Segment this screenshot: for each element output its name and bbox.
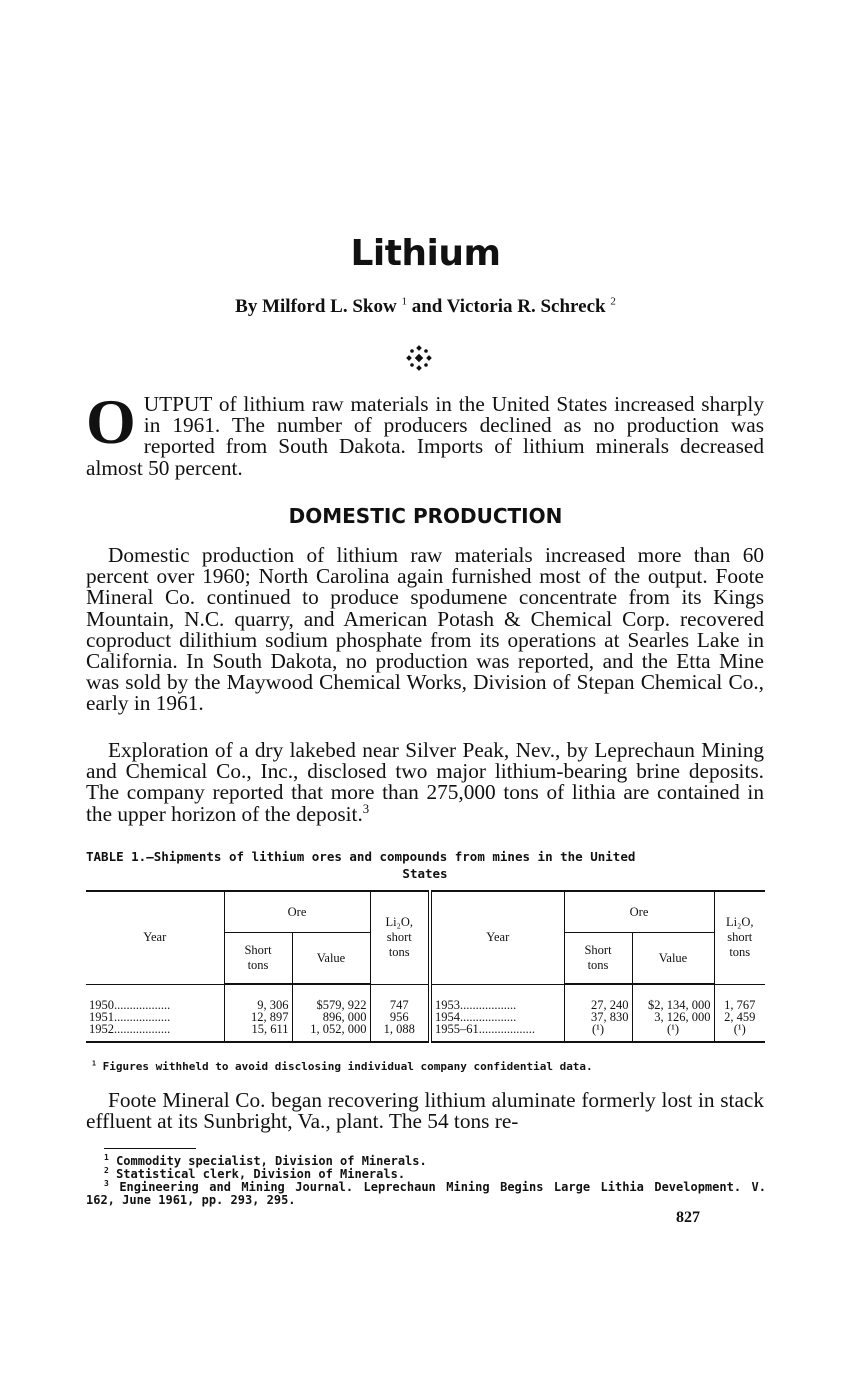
dot-leader: .................. [114,1022,171,1036]
byline-footnote-mark-2: 2 [610,295,616,308]
dot-leader: .................. [460,998,517,1012]
header-year-right: Year [430,891,564,984]
header-short-tons-left-line-1: Short [244,943,272,957]
table-caption [86,848,764,882]
spacer-cell [430,985,564,1000]
header-li2o-right-line-2: short [727,930,753,945]
page-footnotes [86,1155,766,1207]
year-label: 1952 [89,1022,114,1036]
header-li2o-left [370,891,430,984]
footnote-mark: 3 [104,1179,109,1188]
dot-leader: .................. [478,1022,535,1036]
year-cell [430,1023,564,1042]
value-cell: 3, 126, 000 [632,1011,714,1023]
paragraph-exploration [86,740,764,825]
short-tons-cell: (¹) [564,1023,632,1042]
byline-author-2: and Victoria R. Schreck [411,296,606,317]
li2o-cell: 2, 459 [714,1011,765,1023]
li2o-cell: 1, 088 [370,1023,430,1042]
header-li2o-right-line-1: Li₂O, [725,915,754,930]
lead-paragraph [86,386,764,480]
li2o-cell: 1, 767 [714,999,765,1011]
spacer-cell [292,985,370,1000]
short-tons-cell: 27, 240 [564,999,632,1011]
header-value-right: Value [632,933,714,984]
table-caption-line-1: TABLE 1.—Shipments of lithium ores and compounds from mines in the United [86,849,636,864]
header-li2o-left-line-1: Li₂O, [385,915,414,930]
value-cell: 1, 052, 000 [292,1023,370,1042]
li2o-cell: (¹) [714,1023,765,1042]
value-cell: $579, 922 [292,999,370,1011]
dot-leader: .................. [114,998,171,1012]
footnote-text: Commodity specialist, Division of Minerals. [116,1154,427,1168]
header-ore-left: Ore [224,891,370,933]
year-label: 1953 [435,998,460,1012]
spacer-cell [224,985,292,1000]
table-row [86,1011,765,1023]
value-cell: (¹) [632,1023,714,1042]
spacer-cell [370,985,430,1000]
header-li2o-left-line-3: tons [388,945,410,960]
page-title: Lithium [350,233,501,274]
header-li2o-right-line-3: tons [729,945,751,960]
header-li2o-right [714,891,765,984]
header-short-tons-right-line-1: Short [584,943,612,957]
short-tons-cell: 12, 897 [224,1011,292,1023]
year-label: 1951 [89,1010,114,1024]
table-row [86,1023,765,1042]
table-caption-line-2: States [402,866,448,881]
header-ore-right: Ore [564,891,714,933]
footnote-divider [104,1148,196,1149]
header-short-tons-left-line-2: tons [247,958,269,972]
short-tons-cell: 37, 830 [564,1011,632,1023]
spacer-cell [86,985,224,1000]
table-footnote-text: Figures withheld to avoid disclosing individual company confidential data. [102,1060,593,1073]
li2o-cell: 956 [370,1011,430,1023]
drop-cap: O [86,386,136,457]
dot-leader: .................. [114,1010,171,1024]
footnote-item [86,1181,766,1207]
footnote-mark: 1 [104,1153,109,1162]
value-cell: $2, 134, 000 [632,999,714,1011]
footnote-text: Engineering and Mining Journal. Leprechaun Mining Begins Large Lithia Development. V. 162, June 1961, pp. 293, 295. [86,1180,766,1207]
table-footnote [92,1060,593,1073]
lead-text: UTPUT of lithium raw materials in the United States increased sharply in 1961. The number of producers declined as no production was reported from South Dakota. Imports of lithium minerals decreased almost 50 percent. [86,392,764,480]
paragraph-foote-mineral: Foote Mineral Co. began recovering lithium aluminate formerly lost in stack effluent at its Sunbright, Va., plant. The 54 tons re- [86,1088,764,1134]
diamond-flourish-icon [404,343,434,373]
footnote-ref-3: 3 [362,801,370,816]
header-value-left: Value [292,933,370,984]
footnote-text: Statistical clerk, Division of Minerals. [116,1167,406,1181]
table-footnote-mark: 1 [92,1059,96,1068]
section-heading: DOMESTIC PRODUCTION [288,504,563,528]
year-label: 1950 [89,998,114,1012]
byline-author-1: By Milford L. Skow [235,296,397,317]
paragraph-domestic-production: Domestic production of lithium raw materials increased more than 60 percent over 1960; North Carolina again furnished most of the output. Foote Mineral Co. continued to produce spodumene concentrate from its Kings Mountain, N.C. quarry, and American Potash & Chemical Corp. recovered coproduct dilithium sodium phosphate from its operations at Searles Lake in California. In South Dakota, no production was reported, and the Etta Mine was sold by the Maywood Chemical Works, Division of Stepan Chemical Co., early in 1961. [86,543,764,716]
year-cell [86,1023,224,1042]
li2o-cell: 747 [370,999,430,1011]
dot-leader: .................. [460,1010,517,1024]
header-short-tons-left [224,933,292,984]
header-li2o-left-line-2: short [386,930,412,945]
spacer-cell [564,985,632,1000]
byline [0,296,851,318]
header-year-left: Year [86,891,224,984]
byline-footnote-mark-1: 1 [401,295,407,308]
header-short-tons-right-line-2: tons [587,958,609,972]
header-short-tons-right [564,933,632,984]
short-tons-cell: 15, 611 [224,1023,292,1042]
page-number: 827 [676,1209,700,1226]
spacer-cell [632,985,714,1000]
paragraph-exploration-text: Exploration of a dry lakebed near Silver Peak, Nev., by Leprechaun Mining and Chemical Co., Inc., disclosed two major lithium-bearing brine deposits. The company reported that more than 275,000 tons of lithia are contained in the upper horizon of the deposit. [86,738,764,826]
footnote-mark: 2 [104,1166,109,1175]
shipments-table [86,890,765,1043]
year-label: 1955–61 [435,1022,479,1036]
year-label: 1954 [435,1010,460,1024]
spacer-cell [714,985,765,1000]
short-tons-cell: 9, 306 [224,999,292,1011]
value-cell: 896, 000 [292,1011,370,1023]
